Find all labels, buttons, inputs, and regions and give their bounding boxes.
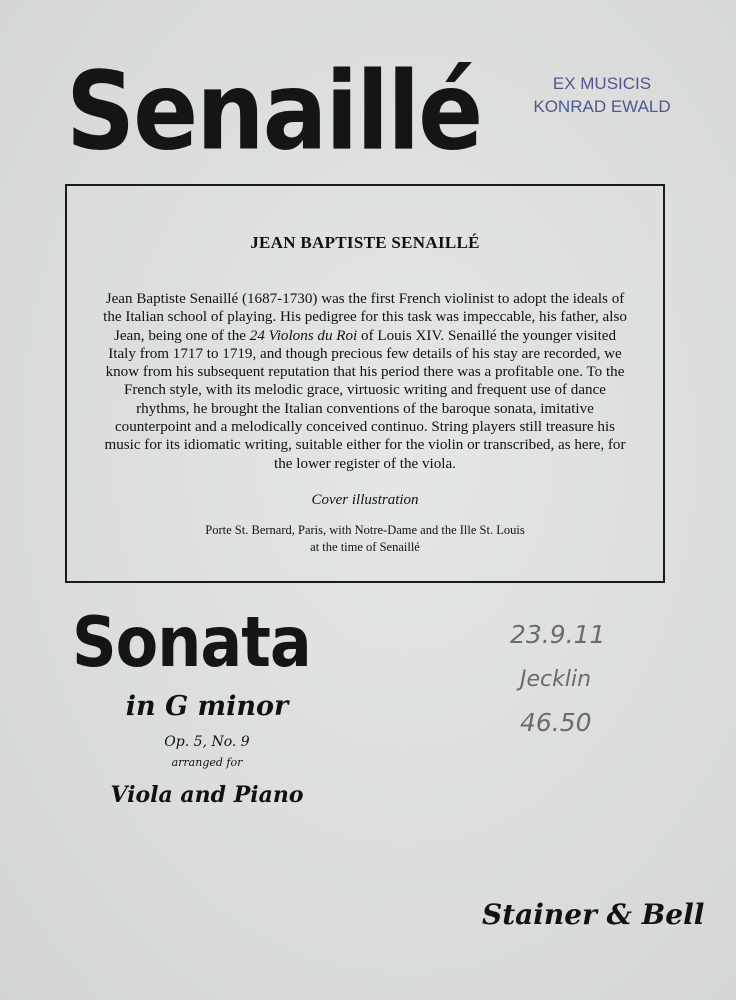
work-title: Sonata (72, 601, 311, 684)
handwritten-notes (490, 620, 630, 737)
stamp-line-2: KONRAD EWALD (533, 97, 671, 116)
stamp-line-1: EX MUSICIS (552, 74, 652, 93)
handwritten-price: 46.50 (520, 708, 592, 737)
ensemble-name: 24 Violons du Roi (249, 327, 358, 344)
biography-text: Jean Baptiste Senaillé (1687-1730) was the first French violinist to adopt the ideals of the Italian school of playing. His pedigree for this task was impeccable, his father, also Jean, being one of the 24 Violons du Roi of Louis XIV. Senaillé the younger visited Italy from 1717 to 1719, and though precious few details of his stay are recorded, we know from his subsequent reputation that his period there was a profitable one. To the French style, with its melodic grace, virtuosic writing and frequent use of dance rhythms, he brought the Italian conventions of the baroque sonata, imitative counterpoint and a melodically conceived continuo. String players still treasure his music for its idiomatic writing, suitable either for the violin or transcribed, as here, for the lower register of the viola. (103, 291, 627, 472)
composer-title: Senaillé (66, 49, 482, 175)
ownership-stamp (526, 72, 678, 118)
cover-illustration-caption (67, 522, 663, 556)
handwritten-name: Jecklin (520, 667, 592, 692)
caption-line-2: at the time of Senaillé (310, 540, 420, 554)
cover-illustration-title: Cover illustration (311, 492, 419, 508)
handwritten-date: 23.9.11 (510, 620, 606, 649)
caption-line-1: Porte St. Bernard, Paris, with Notre-Dame and the Ille St. Louis (205, 523, 525, 537)
publisher-name: Stainer & Bell (482, 898, 705, 931)
biography-heading: JEAN BAPTISTE SENAILLÉ (250, 233, 480, 252)
arranged-for-label: arranged for (171, 756, 243, 769)
work-opus: Op. 5, No. 9 (164, 734, 250, 750)
work-instruments: Viola and Piano (110, 782, 304, 808)
work-key: in G minor (125, 691, 289, 722)
biography-box (65, 184, 665, 583)
